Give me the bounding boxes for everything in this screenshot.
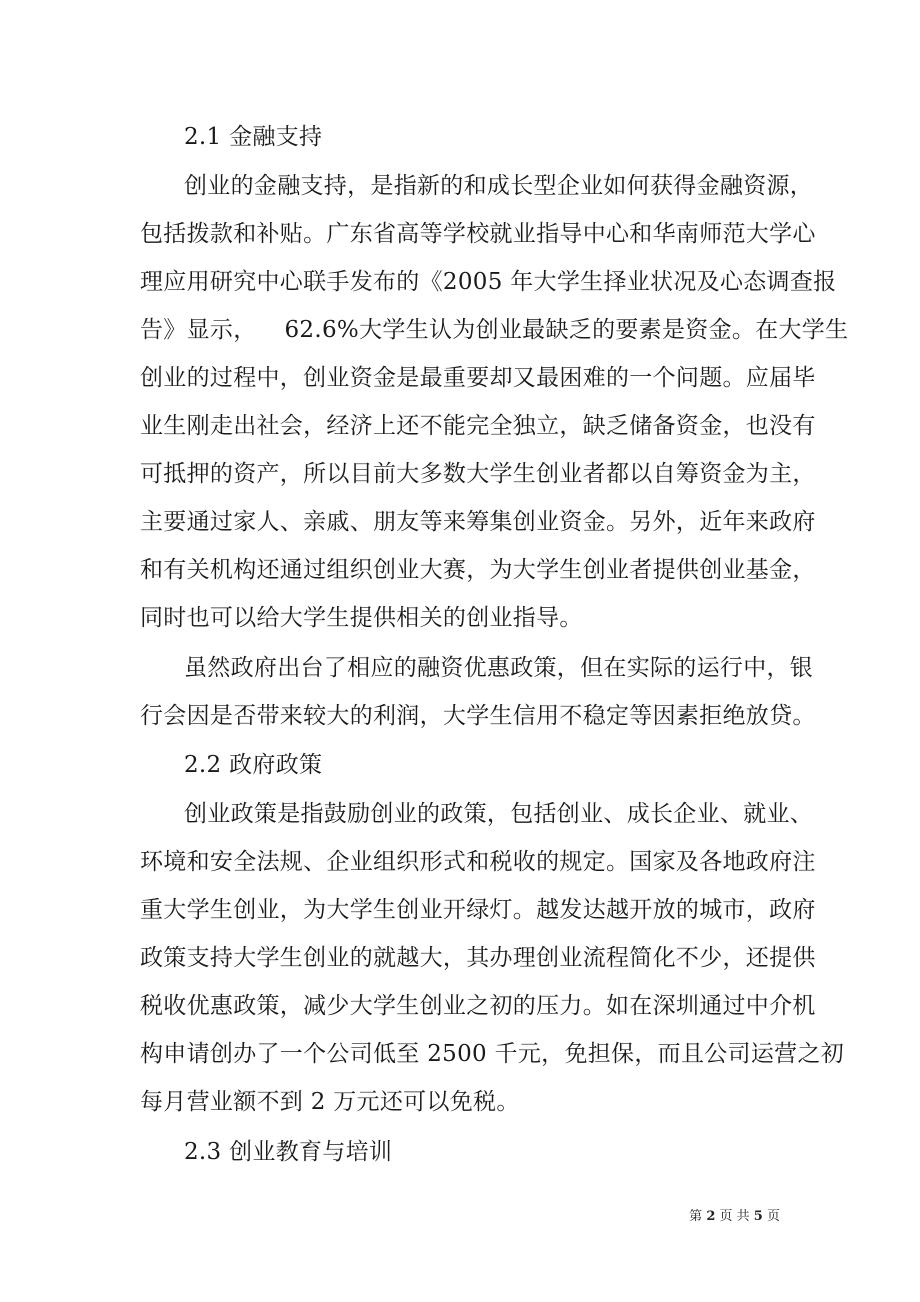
- section-heading-2-2: 2.2 政府政策: [184, 752, 323, 778]
- total-page-number: 5: [753, 1209, 763, 1224]
- paragraph-line: 虽然政府出台了相应的融资优惠政策，但在实际的运行中，银: [184, 655, 814, 681]
- paragraph-line-part: 告》显示，: [140, 317, 257, 343]
- paragraph-line: 业生刚走出社会，经济上还不能完全独立，缺乏储备资金，也没有: [140, 413, 816, 439]
- section-heading-2-1: 2.1 金融支持: [184, 124, 323, 150]
- paragraph-line: 创业的金融支持，是指新的和成长型企业如何获得金融资源，: [184, 173, 814, 199]
- paragraph-line: 环境和安全法规、企业组织形式和税收的规定。国家及各地政府注: [140, 849, 816, 875]
- footer-suffix: 页: [766, 1209, 780, 1224]
- paragraph-line: 创业的过程中，创业资金是最重要却又最困难的一个问题。应届毕: [140, 365, 816, 391]
- paragraph-line: 包括拨款和补贴。广东省高等学校就业指导中心和华南师范大学心: [140, 221, 816, 247]
- paragraph-line: 同时也可以给大学生提供相关的创业指导。: [140, 605, 583, 631]
- paragraph-line: 和有关机构还通过组织创业大赛，为大学生创业者提供创业基金，: [140, 557, 816, 583]
- paragraph-line-part: 62.6%大学生认为创业最缺乏的要素是资金。在大学生: [284, 317, 849, 343]
- footer-middle: 页 共: [719, 1209, 750, 1224]
- paragraph-line: 每月营业额不到 2 万元还可以免税。: [140, 1089, 520, 1115]
- footer-prefix: 第: [689, 1209, 703, 1224]
- current-page-number: 2: [706, 1209, 716, 1224]
- page-number-footer: [689, 1208, 780, 1226]
- paragraph-line-split: [140, 315, 848, 345]
- paragraph-line: 税收优惠政策，减少大学生创业之初的压力。如在深圳通过中介机: [140, 993, 816, 1019]
- paragraph-line: 主要通过家人、亲戚、朋友等来筹集创业资金。另外，近年来政府: [140, 509, 816, 535]
- paragraph-line: 行会因是否带来较大的利润，大学生信用不稳定等因素拒绝放贷。: [140, 703, 816, 729]
- paragraph-line: 可抵押的资产，所以目前大多数大学生创业者都以自筹资金为主，: [140, 461, 816, 487]
- paragraph-line: 理应用研究中心联手发布的《2005 年大学生择业状况及心态调查报: [140, 269, 837, 295]
- paragraph-line: 构申请创办了一个公司低至 2500 千元，免担保，而且公司运营之初: [140, 1041, 845, 1067]
- section-heading-2-3: 2.3 创业教育与培训: [184, 1139, 393, 1165]
- paragraph-line: 创业政策是指鼓励创业的政策，包括创业、成长企业、就业、: [184, 801, 814, 827]
- paragraph-line: 重大学生创业，为大学生创业开绿灯。越发达越开放的城市，政府: [140, 897, 816, 923]
- paragraph-line: 政策支持大学生创业的就越大，其办理创业流程简化不少，还提供: [140, 945, 816, 971]
